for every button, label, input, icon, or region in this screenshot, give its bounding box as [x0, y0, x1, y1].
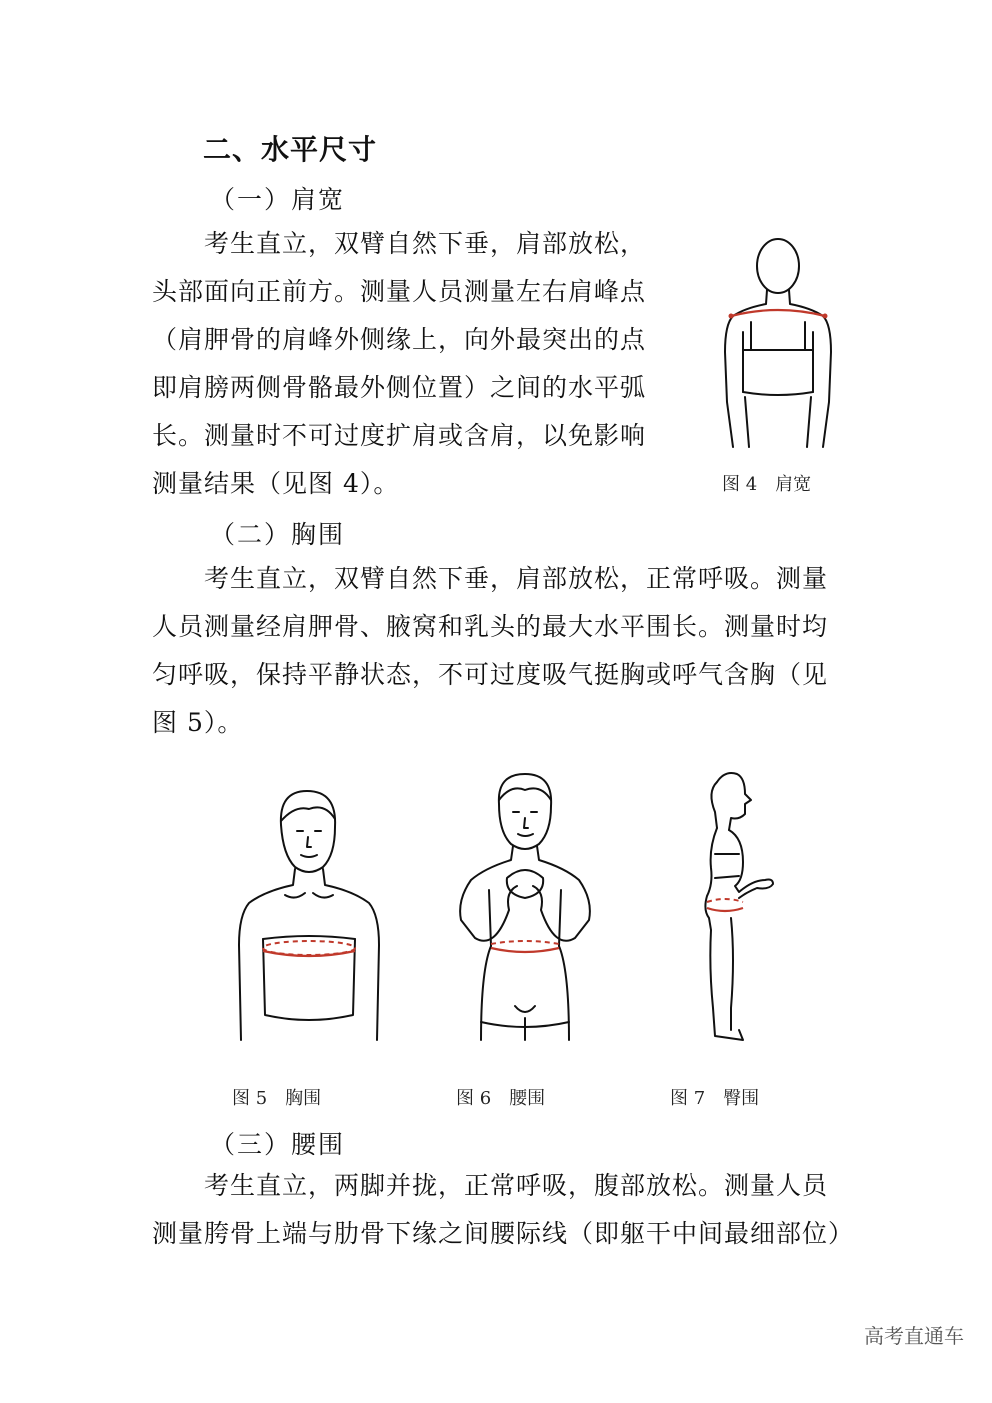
- text-line: 匀呼吸，保持平静状态，不可过度吸气挺胸或呼气含胸（见: [152, 660, 829, 689]
- paragraph-shoulder: [152, 220, 646, 508]
- text-line: 长。测量时不可过度扩肩或含肩，以免影响: [152, 421, 647, 450]
- figure-5-chest-illustration: [235, 785, 385, 1045]
- figure-4-caption: 图 4 肩宽: [722, 474, 812, 495]
- text-line: 考生直立，双臂自然下垂，肩部放松，: [204, 229, 647, 258]
- figure-7-caption: 图 7 臀围: [670, 1088, 760, 1109]
- figure-6-waist-illustration: [445, 770, 605, 1048]
- text-line: 测量胯骨上端与肋骨下缘之间腰际线（即躯干中间最细部位）: [152, 1219, 855, 1248]
- section-title: 二、水平尺寸: [203, 133, 378, 166]
- paragraph-chest: [152, 555, 828, 747]
- figure-6-caption: 图 6 腰围: [456, 1088, 546, 1109]
- text-line: 头部面向正前方。测量人员测量左右肩峰点: [152, 277, 647, 306]
- subsection-title-waist: （三）腰围: [210, 1130, 346, 1159]
- text-line: 即肩膀两侧骨骼最外侧位置）之间的水平弧: [152, 373, 647, 402]
- text-line: 考生直立，两脚并拢，正常呼吸，腹部放松。测量人员: [204, 1171, 829, 1200]
- paragraph-waist: [152, 1162, 854, 1258]
- figure-5-caption: 图 5 胸围: [232, 1088, 322, 1109]
- subsection-title-chest: （二）胸围: [210, 520, 346, 549]
- figure-7-hip-illustration: [695, 768, 785, 1046]
- subsection-title-shoulder: （一）肩宽: [210, 185, 346, 214]
- text-line: 人员测量经肩胛骨、腋窝和乳头的最大水平围长。测量时均: [152, 612, 829, 641]
- figure-4-shoulder-illustration: [715, 232, 845, 452]
- watermark-text: 高考直通车: [864, 1324, 964, 1348]
- text-line: （肩胛骨的肩峰外侧缘上，向外最突出的点: [152, 325, 647, 354]
- text-line: 考生直立，双臂自然下垂，肩部放松，正常呼吸。测量: [204, 564, 829, 593]
- text-line: 图 5）。: [152, 708, 244, 737]
- text-line: 测量结果（见图 4）。: [152, 469, 400, 498]
